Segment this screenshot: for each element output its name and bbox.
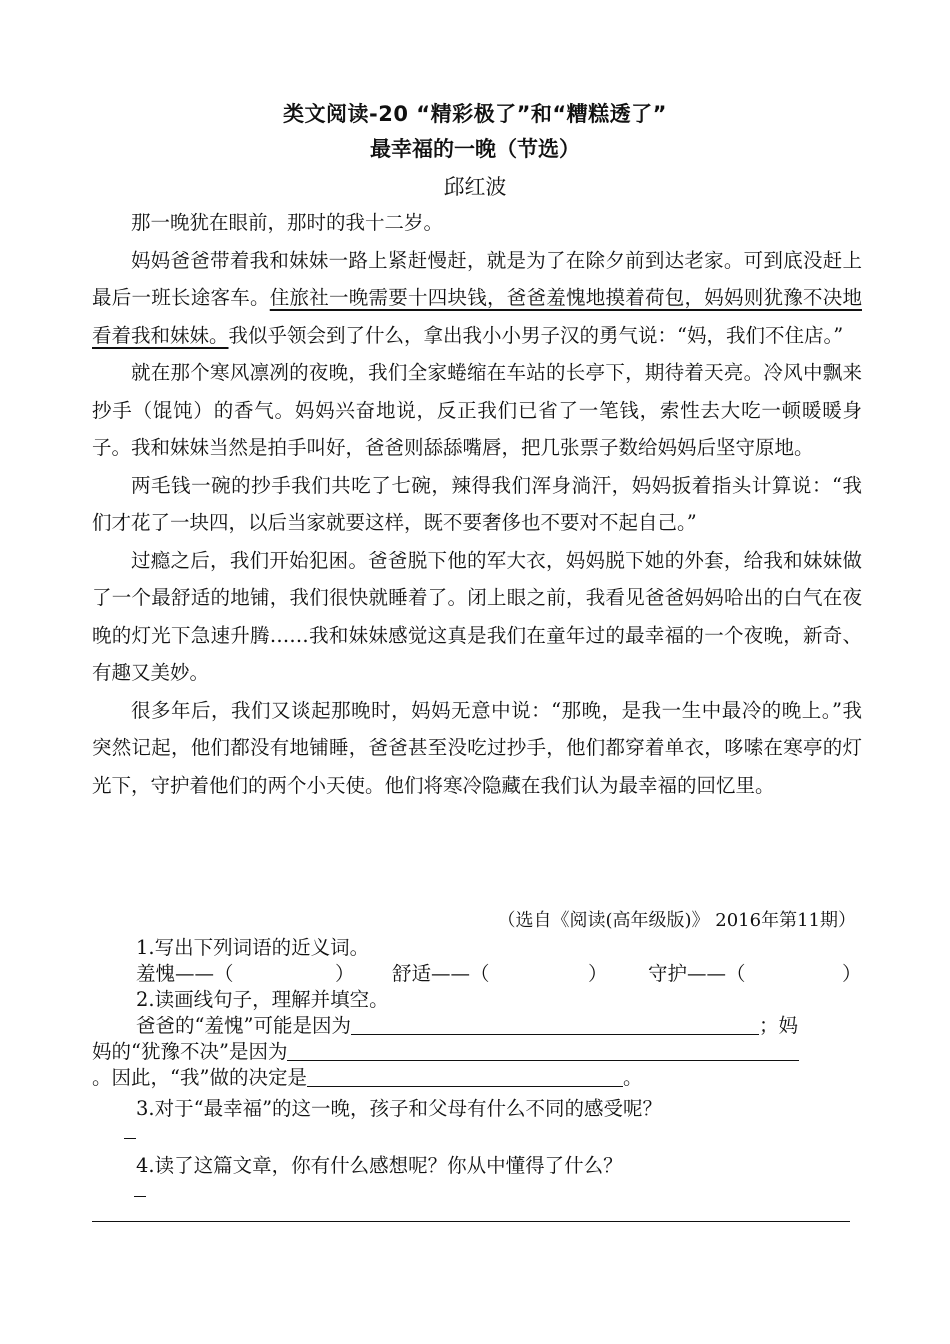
paragraph-5: 过瘾之后，我们开始犯困。爸爸脱下他的军大衣，妈妈脱下她的外套，给我和妹妹做了一个最舒适的地铺，我们很快就睡着了。闭上眼之前，我看见爸爸妈妈哈出的白气在夜晚的灯光下急速升腾……我和妹妹感觉这真是我们在童年过的最幸福的一个夜晚，新奇、有趣又美妙。 <box>92 548 862 684</box>
synonym-blank-2[interactable]: 舒适——（ <box>392 962 490 985</box>
question-3 <box>92 1096 862 1122</box>
page-title: 类文阅读-20 “精彩极了”和“糟糕透了” <box>283 102 667 126</box>
close-paren-1: ） <box>335 962 355 985</box>
paragraph-3: 就在那个寒风凛冽的夜晚，我们全家蜷缩在车站的长亭下，期待着天亮。冷风中飘来抄手（馄饨）的香气。妈妈兴奋地说，反正我们已省了一笔钱，索性去大吃一顿暖暖身子。我和妹妹当然是拍手叫好，爸爸则舔舔嘴唇，把几张票子数给妈妈后坚守原地。 <box>92 361 862 459</box>
question-4-text: 4.读了这篇文章，你有什么感想呢？你从中懂得了什么？ <box>136 1154 623 1177</box>
article-title: 最幸福的一晚（节选） <box>370 137 580 161</box>
close-paren-3: ） <box>842 962 862 985</box>
question-2-line-c: 。因此，“我”做的决定是 。 <box>92 1066 643 1089</box>
paragraph-2 <box>92 242 862 355</box>
question-3-text: 3.对于“最幸福”的这一晚，孩子和父母有什么不同的感受呢？ <box>136 1097 663 1120</box>
answer-blank-c[interactable] <box>307 1066 623 1087</box>
bottom-rule <box>92 1221 850 1222</box>
answer-line-3[interactable] <box>124 1138 136 1139</box>
paragraph-2-start: 妈妈爸爸带着我和妹妹一路上紧赶慢赶，就是为了在除夕前到达老家。可到底没赶上最后一班长途客车。 <box>92 248 862 309</box>
question-2 <box>92 987 862 1013</box>
answer-line-4[interactable] <box>134 1196 146 1197</box>
answer-blank-b[interactable] <box>287 1040 799 1061</box>
question-2-line-a: 爸爸的“羞愧”可能是因为 ；妈 <box>136 1014 798 1037</box>
paragraph-6: 很多年后，我们又谈起那晚时，妈妈无意中说：“那晚，是我一生中最冷的晚上。”我突然记起，他们都没有地铺睡，爸爸甚至没吃过抄手，他们都穿着单衣，哆嗦在寒亭的灯光下，守护着他们的两个小天使。他们将寒冷隐藏在我们认为最幸福的回忆里。 <box>92 698 862 797</box>
synonym-blank-3[interactable]: 守护——（ <box>648 962 746 985</box>
question-1 <box>92 935 862 961</box>
paragraph-1: 那一晚犹在眼前，那时的我十二岁。 <box>131 211 444 234</box>
synonym-blank-1[interactable]: 羞愧——（ <box>136 962 234 985</box>
paragraph-2-end: 我似乎领会到了什么，拿出我小小男子汉的勇气说：“妈，我们不住店。” <box>228 323 844 347</box>
question-4 <box>92 1153 862 1179</box>
question-2-text: 2.读画线句子，理解并填空。 <box>136 988 389 1011</box>
close-paren-2: ） <box>588 962 608 985</box>
article-body <box>92 204 862 804</box>
paragraph-4: 两毛钱一碗的抄手我们共吃了七碗，辣得我们浑身淌汗，妈妈扳着指头计算说：“我们才花了一块四，以后当家就要这样，既不要奢侈也不要对不起自己。” <box>92 473 862 534</box>
answer-blank-a[interactable] <box>351 1014 759 1035</box>
question-1-text: 1.写出下列词语的近义词。 <box>136 936 370 959</box>
article-author: 邱红波 <box>443 175 507 199</box>
question-2-line-b: 妈的“犹豫不决”是因为 <box>92 1039 862 1065</box>
underlined-sentence: 住旅社一晚需要十四块钱，爸爸羞愧地摸着荷包，妈妈则犹豫不决地看着我和妹妹。 <box>92 286 862 347</box>
source-citation: （选自《阅读(高年级版)》 2016年第11期） <box>497 910 856 931</box>
